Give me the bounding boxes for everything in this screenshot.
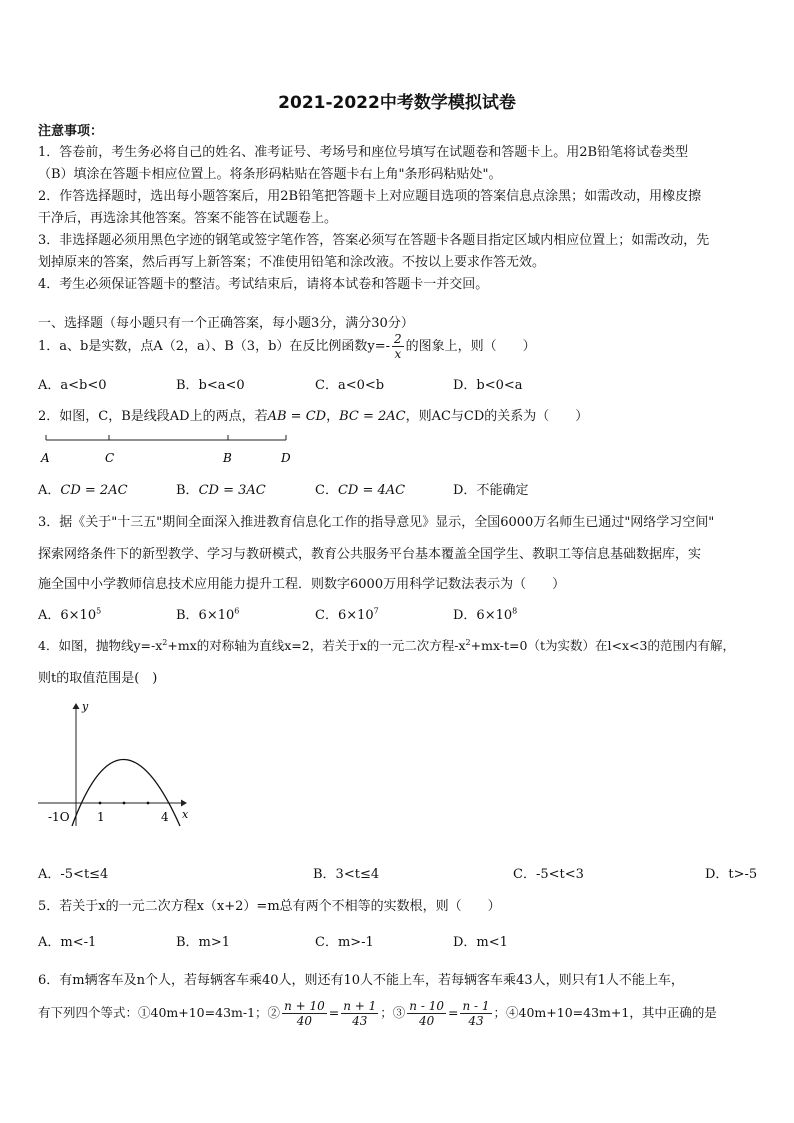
q4-option-c[interactable]: C．-5<t<3 [513, 867, 584, 882]
question-3-line: 探索网络条件下的新型教学、学习与教研模式，教育公共服务平台基本覆盖全国学生、教职工等信息基础数据库，实 [38, 547, 702, 562]
q3-option-a[interactable]: A．$6\times 10^5$ [38, 606, 102, 623]
q1-option-c[interactable]: C．a<0<b [315, 378, 385, 393]
question-2-stem: 2．如图，C，B是线段AD上的两点，若AB = CD，BC = 2AC，则AC与CD的关系为（ ） [38, 409, 589, 424]
q2-option-a[interactable]: A．CD = 2AC [38, 483, 128, 498]
section-heading: 一、选择题（每小题只有一个正确答案，每小题3分，满分30分） [38, 316, 414, 331]
point-label-a: A [41, 451, 50, 465]
segment-diagram [38, 432, 308, 468]
q4-option-b[interactable]: B．3<t≤4 [313, 867, 380, 882]
tick-label-1: 1 [97, 810, 105, 824]
q5-option-d[interactable]: D．m<1 [453, 935, 508, 950]
notice-line: （B）填涂在答题卡相应位置上。将条形码粘贴在答题卡右上角"条形码粘贴处"。 [38, 167, 502, 182]
question-3-line: 施全国中小学教师信息技术应用能力提升工程．则数字6000万用科学记数法表示为（ ） [38, 577, 566, 592]
point-label-b: B [223, 451, 232, 465]
notice-line: 划掉原来的答案，然后再写上新答案；不准使用铅笔和涂改液。不按以上要求作答无效。 [38, 255, 546, 270]
point-label-d: D [281, 451, 291, 465]
q5-option-a[interactable]: A．m<-1 [38, 935, 97, 950]
question-6-equations: 有下列四个等式：①40m+10=43m-1；② $\frac{n + 10}{40}$ = $\frac{n + 1}{43}$ ；③ $\frac{n - 10}{40}$ = $\frac{n - 1}{43}$ ；④40m+10=43m+1，其中正确的是 [38, 999, 717, 1028]
notice-line: 2．作答选择题时，选出每小题答案后，用2B铅笔把答题卡上对应题目选项的答案信息点涂黑；如需改动，用橡皮擦 [38, 189, 702, 204]
fraction: $\frac{n + 10}{40}$ [284, 999, 325, 1028]
notice-line: 4．考生必须保证答题卡的整洁。考试结束后，请将本试卷和答题卡一并交回。 [38, 277, 489, 292]
q2-option-d[interactable]: D．不能确定 [453, 483, 529, 498]
page-title: 2021-2022中考数学模拟试卷 [278, 93, 516, 113]
q1-option-b[interactable]: B．b<a<0 [176, 378, 245, 393]
notice-line: 1．答卷前，考生务必将自己的姓名、准考证号、考场号和座位号填写在试题卷和答题卡上。用2B铅笔将试卷类型 [38, 145, 689, 160]
q3-option-d[interactable]: D．$6\times 10^8$ [453, 606, 518, 623]
fraction: $\frac{2}{x}$ [394, 332, 402, 361]
fraction: $\frac{n - 10}{40}$ [409, 999, 444, 1028]
q2-option-c[interactable]: C．CD = 4AC [315, 483, 406, 498]
question-5-stem: 5．若关于x的一元二次方程x（x+2）=m总有两个不相等的实数根，则（ ） [38, 899, 501, 914]
q5-option-b[interactable]: B．m>1 [176, 935, 231, 950]
question-4-stem: 4．如图，抛物线$y=-x^2+mx$的对称轴为直线x=2，若关于x的一元二次方程$-x^2+mx-t=0(t$为实数）在l<x<3的范围内有解， [38, 637, 735, 653]
parabola-graph [38, 698, 198, 828]
tick-label-4: 4 [161, 810, 169, 824]
q1-option-d[interactable]: D．b<0<a [453, 378, 523, 393]
notice-line: 3．非选择题必须用黑色字迹的钢笔或签字笔作答，答案必须写在答题卡各题目指定区域内相应位置上；如需改动，先 [38, 233, 710, 248]
q4-option-a[interactable]: A．-5<t≤4 [38, 867, 109, 882]
notice-heading: 注意事项： [38, 124, 104, 139]
question-3-line: 3．据《关于"十三五"期间全面深入推进教育信息化工作的指导意见》显示，全国6000万名师生已通过"网络学习空间" [38, 515, 715, 530]
notice-line: 干净后，再选涂其他答案。答案不能答在试题卷上。 [38, 211, 338, 226]
question-4-stem-2: 则t的取值范围是( ) [38, 671, 158, 686]
y-axis-label: y [82, 700, 89, 713]
tick-dot [123, 802, 126, 805]
q1-option-a[interactable]: A．a<b<0 [38, 378, 107, 393]
question-6-line: 6．有m辆客车及n个人，若每辆客车乘40人，则还有10人不能上车，若每辆客车乘43人，则只有1人不能上车， [38, 973, 684, 988]
fraction: $\frac{n + 1}{43}$ [343, 999, 377, 1028]
x-axis-label: x [182, 808, 189, 821]
q3-option-c[interactable]: C．$6\times 10^7$ [315, 606, 379, 623]
point-label-c: C [105, 451, 115, 465]
question-1-stem: 1．a、b是实数，点A（2，a）、B（3，b）在反比例函数y=- $\frac{2}{x}$ 的图象上，则（ ） [38, 332, 536, 361]
origin-label: -1O [48, 810, 70, 824]
tick-dot [147, 802, 150, 805]
q2-option-b[interactable]: B．CD = 3AC [176, 483, 266, 498]
q3-option-b[interactable]: B．$6\times 10^6$ [176, 606, 240, 623]
q5-option-c[interactable]: C．m>-1 [315, 935, 374, 950]
q4-option-d[interactable]: D．t>-5 [705, 867, 758, 882]
tick-dot [99, 802, 102, 805]
fraction: $\frac{n - 1}{43}$ [462, 999, 490, 1028]
